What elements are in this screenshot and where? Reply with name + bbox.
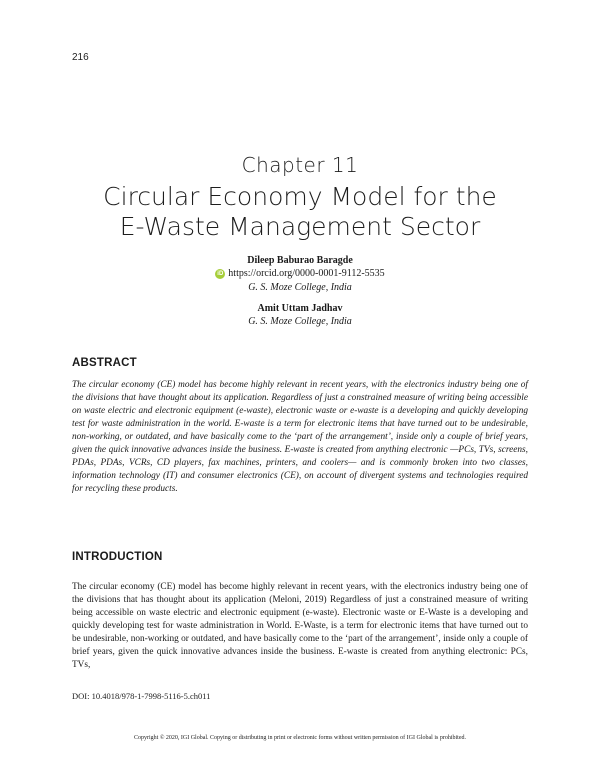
author-block — [0, 254, 600, 294]
author-list — [0, 254, 600, 336]
author-affiliation: G. S. Moze College, India — [248, 316, 352, 327]
page-number: 216 — [72, 52, 89, 63]
orcid-line[interactable] — [0, 267, 600, 281]
introduction-heading: INTRODUCTION — [72, 551, 163, 563]
chapter-label: Chapter 11 — [241, 153, 359, 177]
introduction-text: The circular economy (CE) model has become highly relevant in recent years, with the electronics industry being one of the divisions that has thought about its application (Meloni, 2019) Regardless of just a constrained measure of writing being accessible on waste electric and electronic equipment (e-waste). Electronic waste or E-Waste is a developing and quickly developing test for waste administration in World. E-Waste, is a term for electronic items that have turned out to be undesirable, non-working or outdated, and have basically come to the ‘part of the arrangement’, inside only a couple of brief years, given the quick innovative advances inside the business. E-waste is created from anything electronic: PCs, TVs, — [72, 582, 528, 670]
author-affiliation: G. S. Moze College, India — [248, 282, 352, 293]
chapter-title-line-2: E-Waste Management Sector — [119, 212, 481, 241]
abstract-heading: ABSTRACT — [72, 357, 137, 369]
copyright-notice: Copyright © 2020, IGI Global. Copying or distributing in print or electronic forms without written permission of IGI Global is prohibited. — [133, 735, 466, 741]
doi-text: DOI: 10.4018/978-1-7998-5116-5.ch011 — [72, 691, 211, 701]
author-name: Amit Uttam Jadhav — [257, 303, 343, 314]
author-name: Dileep Baburao Baragde — [247, 255, 353, 266]
chapter-title — [40, 182, 560, 242]
chapter-title-line-1: Circular Economy Model for the — [103, 182, 497, 211]
abstract-text: The circular economy (CE) model has become highly relevant in recent years, with the electronics industry being one of the divisions that have thought about its application. Regardless of just a constrained measure of writing being accessible on waste electric and electronic equipment (e-waste), electronic waste or e-waste is a developing and quickly developing test for waste administration in the world. E-waste is a term for electronic items that have turned out to be undesirable, non-working, or outdated, and have basically come to the ‘part of the arrangement’, inside only a couple of brief years, given the quick innovative advances inside the business. E-waste is created from anything electronic —PCs, TVs, screens, PDAs, PDAs, VCRs, CD players, fax machines, printers, and coolers— and is commonly broken into two classes, information technology (IT) and consumer electronics (CE), on account of divergent systems and technologies required for recycling these products. — [72, 380, 528, 494]
orcid-icon: iD — [217, 271, 224, 277]
orcid-link[interactable]: https://orcid.org/0000-0001-9112-5535 — [228, 268, 385, 279]
author-block — [0, 302, 600, 328]
